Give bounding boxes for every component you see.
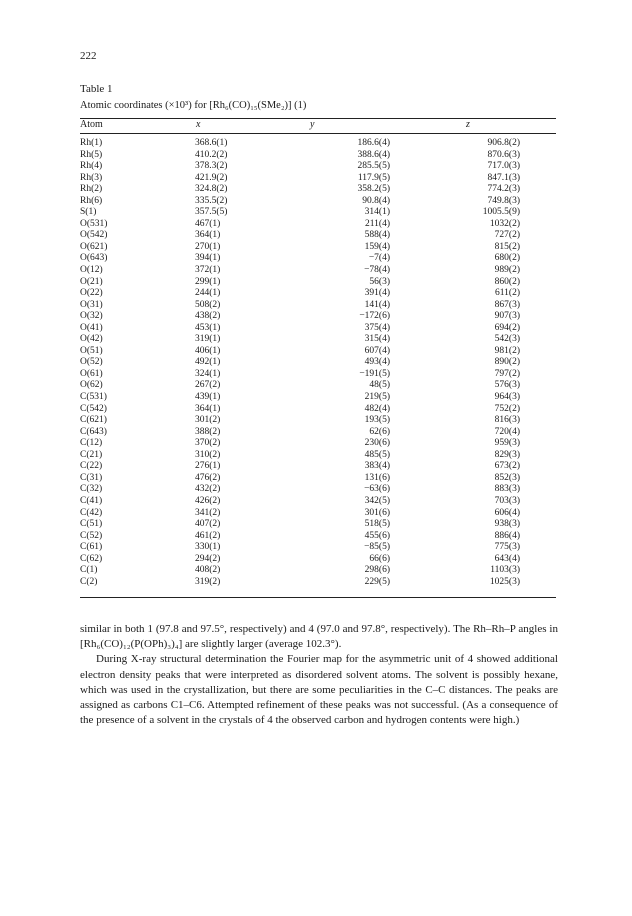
cell-atom: C(62)	[80, 553, 103, 564]
cell-x: 407(2)	[195, 519, 221, 530]
table-row	[80, 519, 556, 531]
cell-atom: C(12)	[80, 438, 103, 449]
cell-atom: O(542)	[80, 230, 108, 241]
table-row	[80, 277, 556, 289]
cell-y: 159(4)	[364, 241, 390, 252]
cell-atom: Rh(6)	[80, 195, 103, 206]
cell-atom: C(51)	[80, 519, 103, 530]
cell-y: 66(6)	[369, 553, 390, 564]
table-top-rule	[80, 118, 556, 119]
cell-z: 576(3)	[494, 380, 520, 391]
body-text	[80, 622, 558, 728]
cell-x: 394(1)	[195, 253, 221, 264]
cell-atom: O(62)	[80, 380, 103, 391]
cell-x: 410.2(2)	[195, 149, 228, 160]
table-row	[80, 369, 556, 381]
cell-y: 301(6)	[364, 507, 390, 518]
cell-atom: C(1)	[80, 565, 98, 576]
cell-y: 298(6)	[364, 565, 390, 576]
cell-x: 508(2)	[195, 299, 221, 310]
table-row	[80, 484, 556, 496]
cell-atom: C(42)	[80, 507, 103, 518]
table-row	[80, 554, 556, 566]
table-row	[80, 508, 556, 520]
cell-x: 324(1)	[195, 368, 221, 379]
cell-y: 186.6(4)	[357, 138, 390, 148]
cell-x: 341(2)	[195, 507, 221, 518]
cell-atom: Rh(4)	[80, 161, 103, 172]
cell-y: 455(6)	[364, 530, 390, 541]
cell-atom: C(21)	[80, 449, 103, 460]
table-row	[80, 496, 556, 508]
cell-y: 588(4)	[364, 230, 390, 241]
cell-y: 375(4)	[364, 322, 390, 333]
cell-z: 727(2)	[494, 230, 520, 241]
cell-z: 906.8(2)	[487, 138, 520, 148]
cell-x: 324.8(2)	[195, 184, 228, 195]
cell-z: 775(3)	[494, 542, 520, 553]
cell-z: 867(3)	[494, 299, 520, 310]
table-row	[80, 380, 556, 392]
cell-z: 959(3)	[494, 438, 520, 449]
cell-z: 907(3)	[494, 311, 520, 322]
cell-atom: C(22)	[80, 461, 103, 472]
cell-atom: C(2)	[80, 576, 98, 587]
cell-x: 432(2)	[195, 484, 221, 495]
cell-z: 847.1(3)	[487, 172, 520, 183]
cell-atom: C(32)	[80, 484, 103, 495]
cell-z: 703(3)	[494, 495, 520, 506]
cell-z: 938(3)	[494, 519, 520, 530]
cell-y: −63(6)	[364, 484, 390, 495]
cell-atom: O(42)	[80, 334, 103, 345]
cell-z: 542(3)	[494, 334, 520, 345]
table-row	[80, 357, 556, 369]
cell-x: 364(1)	[195, 230, 221, 241]
cell-y: 485(5)	[364, 449, 390, 460]
cell-x: 310(2)	[195, 449, 221, 460]
cell-x: 426(2)	[195, 495, 221, 506]
cell-atom: C(31)	[80, 472, 103, 483]
cell-y: 48(5)	[369, 380, 390, 391]
cell-z: 673(2)	[494, 461, 520, 472]
cell-z: 611(2)	[495, 288, 520, 299]
cell-z: 606(4)	[494, 507, 520, 518]
cell-x: 364(1)	[195, 403, 221, 414]
cell-z: 749.8(3)	[487, 195, 520, 206]
cell-z: 860(2)	[494, 276, 520, 287]
table-row	[80, 415, 556, 427]
cell-y: 518(5)	[364, 519, 390, 530]
cell-y: −7(4)	[368, 253, 390, 264]
cell-atom: O(41)	[80, 322, 103, 333]
cell-y: 607(4)	[364, 345, 390, 356]
cell-atom: C(643)	[80, 426, 107, 437]
table-row	[80, 323, 556, 335]
cell-atom: Rh(2)	[80, 184, 103, 195]
cell-x: 301(2)	[195, 415, 221, 426]
table-row	[80, 184, 556, 196]
cell-atom: O(531)	[80, 218, 108, 229]
cell-y: 315(4)	[364, 334, 390, 345]
cell-y: 388.6(4)	[357, 149, 390, 160]
cell-atom: O(621)	[80, 241, 108, 252]
cell-y: 56(3)	[369, 276, 390, 287]
cell-y: 342(5)	[364, 495, 390, 506]
table-row	[80, 138, 556, 150]
cell-y: 219(5)	[364, 392, 390, 403]
cell-y: 90.8(4)	[362, 195, 390, 206]
cell-atom: C(531)	[80, 392, 107, 403]
cell-atom: O(52)	[80, 357, 103, 368]
cell-y: −172(6)	[359, 311, 390, 322]
cell-y: 391(4)	[364, 288, 390, 299]
table-bottom-rule	[80, 597, 556, 598]
table-row	[80, 173, 556, 185]
cell-atom: O(31)	[80, 299, 103, 310]
cell-x: 467(1)	[195, 218, 221, 229]
cell-atom: C(542)	[80, 403, 107, 414]
cell-z: 1103(3)	[490, 565, 520, 576]
table-row	[80, 230, 556, 242]
cell-atom: C(52)	[80, 530, 103, 541]
cell-z: 694(2)	[494, 322, 520, 333]
cell-y: 482(4)	[364, 403, 390, 414]
table-row	[80, 265, 556, 277]
cell-z: 1005.5(9)	[482, 207, 520, 218]
cell-z: 886(4)	[494, 530, 520, 541]
cell-atom: Rh(3)	[80, 172, 103, 183]
cell-z: 829(3)	[494, 449, 520, 460]
cell-atom: C(41)	[80, 495, 103, 506]
cell-z: 752(2)	[494, 403, 520, 414]
cell-y: 493(4)	[364, 357, 390, 368]
cell-z: 643(4)	[494, 553, 520, 564]
column-header-y: y	[310, 119, 315, 130]
table-row	[80, 438, 556, 450]
table-row	[80, 531, 556, 543]
cell-z: 981(2)	[494, 345, 520, 356]
cell-x: 453(1)	[195, 322, 221, 333]
cell-z: 720(4)	[494, 426, 520, 437]
table-row	[80, 461, 556, 473]
table-row	[80, 427, 556, 439]
cell-y: 141(4)	[364, 299, 390, 310]
cell-z: 680(2)	[494, 253, 520, 264]
cell-x: 476(2)	[195, 472, 221, 483]
paragraph: similar in both 1 (97.8 and 97.5°, respectively) and 4 (97.0 and 97.8°, respectively). The Rh–Rh–P angles in [Rh₆(CO)₁₂(P(OPh)₃)₄] are slightly larger (average 102.3°).	[80, 623, 558, 651]
cell-x: 267(2)	[195, 380, 221, 391]
table-row	[80, 473, 556, 485]
table-row	[80, 334, 556, 346]
cell-x: 270(1)	[195, 241, 221, 252]
cell-z: 883(3)	[494, 484, 520, 495]
cell-x: 378.3(2)	[195, 161, 228, 172]
cell-x: 461(2)	[195, 530, 221, 541]
cell-y: 193(5)	[364, 415, 390, 426]
cell-z: 989(2)	[494, 265, 520, 276]
table-header-rule	[80, 133, 556, 134]
cell-atom: O(643)	[80, 253, 108, 264]
cell-atom: O(32)	[80, 311, 103, 322]
cell-atom: O(51)	[80, 345, 103, 356]
cell-atom: Rh(1)	[80, 138, 103, 148]
cell-y: −78(4)	[364, 265, 390, 276]
table-row	[80, 242, 556, 254]
cell-z: 717.0(3)	[487, 161, 520, 172]
cell-x: 368.6(1)	[195, 138, 228, 148]
column-header-x: x	[196, 119, 201, 130]
cell-atom: C(621)	[80, 415, 107, 426]
cell-y: −191(5)	[359, 368, 390, 379]
column-header-atom: Atom	[80, 119, 103, 130]
cell-y: 314(1)	[364, 207, 390, 218]
cell-x: 372(1)	[195, 265, 221, 276]
cell-z: 870.6(3)	[487, 149, 520, 160]
cell-atom: O(12)	[80, 265, 103, 276]
table-row	[80, 565, 556, 577]
cell-atom: O(61)	[80, 368, 103, 379]
cell-y: −85(5)	[364, 542, 390, 553]
cell-x: 439(1)	[195, 392, 221, 403]
cell-x: 294(2)	[195, 553, 221, 564]
cell-x: 319(2)	[195, 576, 221, 587]
table-row	[80, 161, 556, 173]
cell-x: 335.5(2)	[195, 195, 228, 206]
cell-z: 815(2)	[494, 241, 520, 252]
cell-y: 229(5)	[364, 576, 390, 587]
cell-z: 797(2)	[494, 368, 520, 379]
table-row	[80, 346, 556, 358]
cell-x: 357.5(5)	[195, 207, 228, 218]
table-row	[80, 253, 556, 265]
cell-y: 211(4)	[365, 218, 390, 229]
cell-z: 1025(3)	[489, 576, 520, 587]
cell-z: 774.2(3)	[487, 184, 520, 195]
table-row	[80, 288, 556, 300]
cell-x: 319(1)	[195, 334, 221, 345]
table-row	[80, 219, 556, 231]
cell-y: 285.5(5)	[357, 161, 390, 172]
cell-x: 421.9(2)	[195, 172, 228, 183]
cell-x: 330(1)	[195, 542, 221, 553]
table-row	[80, 450, 556, 462]
table-row	[80, 311, 556, 323]
column-header-z: z	[466, 119, 470, 130]
cell-atom: Rh(5)	[80, 149, 103, 160]
table-label: Table 1	[80, 83, 113, 95]
cell-x: 299(1)	[195, 276, 221, 287]
cell-atom: C(61)	[80, 542, 103, 553]
cell-x: 370(2)	[195, 438, 221, 449]
cell-x: 244(1)	[195, 288, 221, 299]
cell-z: 1032(2)	[489, 218, 520, 229]
cell-z: 890(2)	[494, 357, 520, 368]
table-row	[80, 196, 556, 208]
table-row	[80, 542, 556, 554]
table-row	[80, 207, 556, 219]
page-number: 222	[80, 50, 97, 62]
coordinates-table-body	[80, 138, 556, 588]
cell-y: 62(6)	[369, 426, 390, 437]
cell-y: 230(6)	[364, 438, 390, 449]
cell-x: 408(2)	[195, 565, 221, 576]
cell-z: 816(3)	[494, 415, 520, 426]
cell-x: 276(1)	[195, 461, 221, 472]
cell-x: 438(2)	[195, 311, 221, 322]
cell-z: 964(3)	[494, 392, 520, 403]
table-row	[80, 392, 556, 404]
table-row	[80, 404, 556, 416]
table-row	[80, 300, 556, 312]
cell-x: 492(1)	[195, 357, 221, 368]
paragraph: During X-ray structural determination the Fourier map for the asymmetric unit of 4 showed additional electron density peaks that were interpreted as disordered solvent atoms. The solvent is possibly hexane, which was used in the crystallization, but there are some peculiarities in the C–C distances. The peaks are assigned as carbons C1–C6. Attempted refinement of these peaks was not successful. (As a consequence of the presence of a solvent in the crystals of 4 the observed carbon and hydrogen contents were high.)	[80, 653, 558, 727]
table-caption: Atomic coordinates (×10³) for [Rh₆(CO)₁₅(SMe₂)] (1)	[80, 100, 307, 111]
cell-x: 406(1)	[195, 345, 221, 356]
cell-atom: O(22)	[80, 288, 103, 299]
cell-y: 117.9(5)	[357, 172, 390, 183]
cell-y: 358.2(5)	[357, 184, 390, 195]
table-row	[80, 150, 556, 162]
cell-y: 131(6)	[364, 472, 390, 483]
cell-atom: O(21)	[80, 276, 103, 287]
cell-y: 383(4)	[364, 461, 390, 472]
cell-z: 852(3)	[494, 472, 520, 483]
table-row	[80, 577, 556, 589]
cell-x: 388(2)	[195, 426, 221, 437]
cell-atom: S(1)	[80, 207, 97, 218]
